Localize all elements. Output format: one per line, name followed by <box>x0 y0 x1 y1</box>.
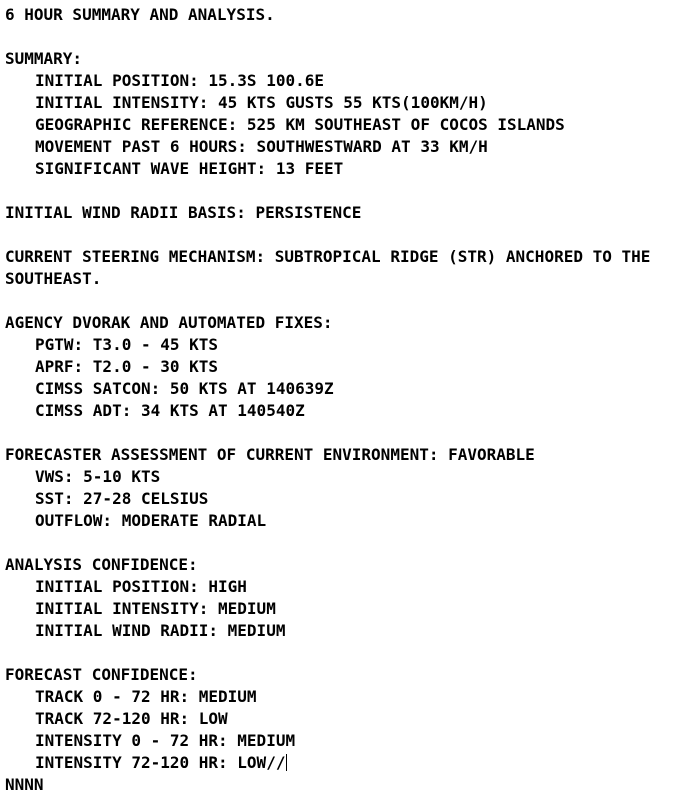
spacer <box>5 290 678 312</box>
environment-outflow: OUTFLOW: MODERATE RADIAL <box>35 511 267 530</box>
spacer <box>5 26 678 48</box>
steering-mechanism-line-2: SOUTHEAST. <box>5 269 102 288</box>
summary-heading: SUMMARY: <box>5 49 83 68</box>
bulletin-header: 6 HOUR SUMMARY AND ANALYSIS. <box>5 5 275 24</box>
dvorak-cimss-satcon: CIMSS SATCON: 50 KTS AT 140639Z <box>35 379 334 398</box>
summary-initial-intensity: INITIAL INTENSITY: 45 KTS GUSTS 55 KTS(100KM/H) <box>35 93 488 112</box>
dvorak-pgtw: PGTW: T3.0 - 45 KTS <box>35 335 219 354</box>
analysis-confidence-heading: ANALYSIS CONFIDENCE: <box>5 555 198 574</box>
bulletin-footer: NNNN <box>5 775 44 794</box>
spacer <box>5 642 678 664</box>
spacer <box>5 532 678 554</box>
dvorak-aprf: APRF: T2.0 - 30 KTS <box>35 357 219 376</box>
environment-sst: SST: 27-28 CELSIUS <box>35 489 209 508</box>
spacer <box>5 422 678 444</box>
summary-wave-height: SIGNIFICANT WAVE HEIGHT: 13 FEET <box>35 159 344 178</box>
spacer <box>5 224 678 246</box>
forecast-confidence-intensity-0-72: INTENSITY 0 - 72 HR: MEDIUM <box>35 731 296 750</box>
steering-mechanism-line-1: CURRENT STEERING MECHANISM: SUBTROPICAL RIDGE (STR) ANCHORED TO THE <box>5 247 651 266</box>
summary-geographic-reference: GEOGRAPHIC REFERENCE: 525 KM SOUTHEAST OF COCOS ISLANDS <box>35 115 565 134</box>
summary-initial-position: INITIAL POSITION: 15.3S 100.6E <box>35 71 324 90</box>
summary-movement: MOVEMENT PAST 6 HOURS: SOUTHWESTWARD AT 33 KM/H <box>35 137 488 156</box>
analysis-confidence-intensity: INITIAL INTENSITY: MEDIUM <box>35 599 276 618</box>
spacer <box>5 180 678 202</box>
environment-vws: VWS: 5-10 KTS <box>35 467 161 486</box>
dvorak-cimss-adt: CIMSS ADT: 34 KTS AT 140540Z <box>35 401 305 420</box>
forecast-confidence-heading: FORECAST CONFIDENCE: <box>5 665 198 684</box>
bulletin-document <box>5 4 678 796</box>
forecast-confidence-intensity-72-120: INTENSITY 72-120 HR: LOW// <box>35 753 286 772</box>
forecast-confidence-intensity-72-120-line <box>5 752 678 774</box>
analysis-confidence-wind-radii: INITIAL WIND RADII: MEDIUM <box>35 621 286 640</box>
environment-heading: FORECASTER ASSESSMENT OF CURRENT ENVIRONMENT: FAVORABLE <box>5 445 535 464</box>
dvorak-heading: AGENCY DVORAK AND AUTOMATED FIXES: <box>5 313 333 332</box>
forecast-confidence-track-72-120: TRACK 72-120 HR: LOW <box>35 709 228 728</box>
forecast-confidence-track-0-72: TRACK 0 - 72 HR: MEDIUM <box>35 687 257 706</box>
wind-radii-basis: INITIAL WIND RADII BASIS: PERSISTENCE <box>5 203 362 222</box>
text-cursor <box>286 754 287 771</box>
analysis-confidence-position: INITIAL POSITION: HIGH <box>35 577 247 596</box>
